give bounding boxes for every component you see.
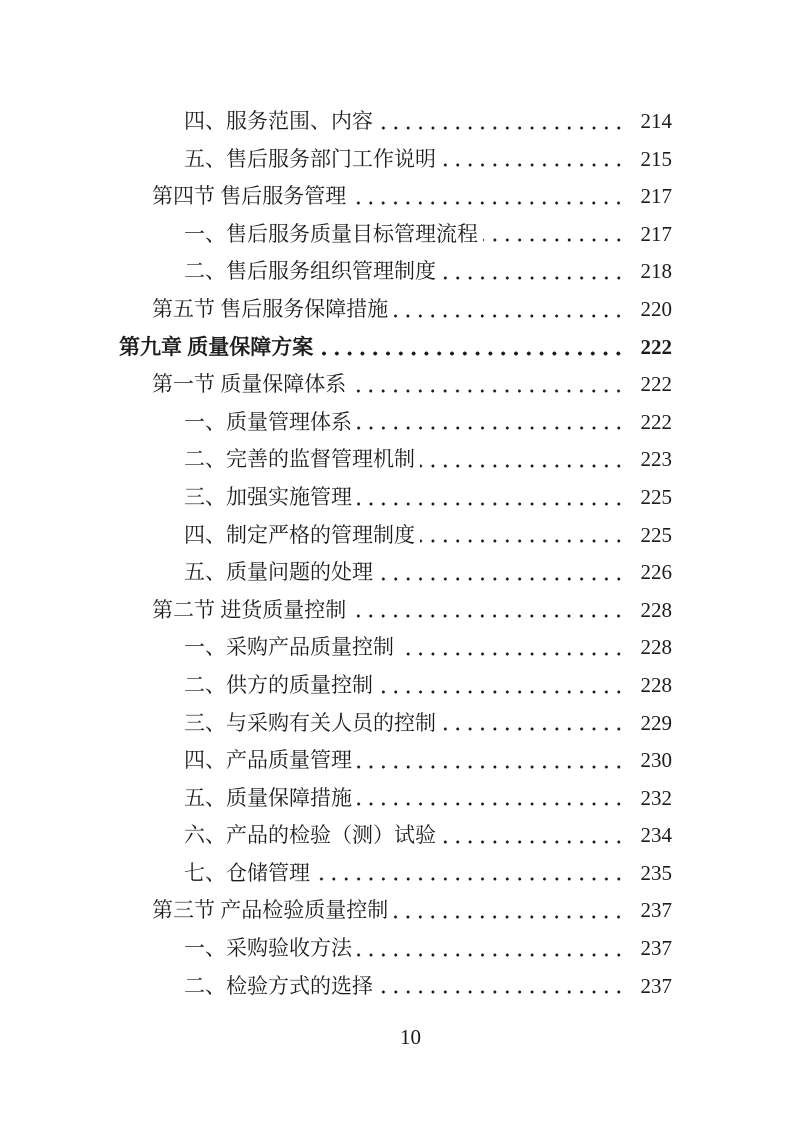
toc-entry-label: 第九章 质量保障方案 — [119, 334, 314, 359]
toc-entry-label: 第五节 售后服务保障措施 — [152, 296, 389, 321]
toc-entry — [0, 968, 793, 1006]
toc-entry-label: 四、服务范围、内容 — [184, 109, 373, 133]
toc-entry-label: 第二节 进货质量控制 — [152, 597, 347, 622]
toc-entry-label: 一、售后服务质量目标管理流程 — [184, 221, 478, 246]
toc-entry-page: 228 — [640, 597, 672, 622]
toc-entry-page: 222 — [640, 372, 672, 397]
toc-entry — [0, 366, 793, 404]
dot-leader — [351, 366, 627, 404]
toc-entry-page: 222 — [640, 334, 672, 359]
dot-leader — [378, 968, 627, 1006]
dot-leader — [441, 253, 627, 291]
dot-leader — [378, 103, 627, 141]
toc-entry — [0, 554, 793, 592]
toc-entry-label: 第四节 售后服务管理 — [152, 184, 347, 209]
dot-leader — [378, 554, 627, 592]
toc-entry-label: 六、产品的检验（测）试验 — [184, 823, 436, 848]
toc-entry-label: 五、质量保障措施 — [184, 785, 352, 810]
dot-leader — [318, 329, 627, 367]
dot-leader — [420, 517, 627, 555]
toc-entry-label: 二、售后服务组织管理制度 — [184, 259, 436, 284]
toc-entry-page: 223 — [640, 447, 672, 472]
dot-leader — [357, 404, 627, 442]
toc-entry-page: 228 — [640, 672, 672, 697]
toc-entry-label: 五、售后服务部门工作说明 — [184, 146, 436, 171]
toc-entry-page: 218 — [640, 259, 672, 284]
toc-entry-label: 三、与采购有关人员的控制 — [184, 710, 436, 735]
toc-entry — [0, 141, 793, 179]
toc-entry-label: 四、制定严格的管理制度 — [184, 522, 415, 547]
toc-entry-page: 237 — [640, 973, 672, 998]
toc-entry-label: 二、检验方式的选择 — [184, 973, 373, 998]
toc-entry-page: 228 — [640, 635, 672, 660]
dot-leader — [441, 705, 627, 743]
toc-entry — [0, 216, 793, 254]
toc-entry-page: 234 — [640, 823, 672, 848]
toc-entry — [0, 103, 793, 141]
toc-entry — [0, 780, 793, 818]
toc-entry — [0, 592, 793, 630]
toc-entry-label: 五、质量问题的处理 — [184, 560, 373, 585]
dot-leader — [420, 441, 627, 479]
toc-entry — [0, 629, 793, 667]
dot-leader — [351, 178, 627, 216]
toc-entry — [0, 329, 793, 367]
toc-entry-label: 二、供方的质量控制 — [184, 672, 373, 697]
toc-entry-page: 220 — [640, 296, 672, 321]
toc-entry-page: 217 — [640, 221, 672, 246]
dot-leader — [378, 667, 627, 705]
toc-entry-label: 七、仓储管理 — [184, 860, 310, 885]
toc-entry — [0, 667, 793, 705]
toc-entry — [0, 817, 793, 855]
dot-leader — [357, 930, 627, 968]
toc-entry — [0, 517, 793, 555]
page-number: 10 — [400, 1025, 421, 1049]
page-footer — [0, 1022, 793, 1052]
toc-entry — [0, 404, 793, 442]
toc-entry — [0, 479, 793, 517]
toc-entry-page: 229 — [640, 710, 672, 735]
toc-entry — [0, 705, 793, 743]
toc-entry-page: 217 — [640, 184, 672, 209]
dot-leader — [483, 216, 627, 254]
dot-leader — [315, 855, 627, 893]
toc-entry-label: 四、产品质量管理 — [184, 748, 352, 773]
toc-entry-page: 222 — [640, 409, 672, 434]
dot-leader — [357, 780, 627, 818]
toc-entry-label: 一、质量管理体系 — [184, 409, 352, 434]
toc-entry — [0, 178, 793, 216]
toc-entry-page: 226 — [640, 560, 672, 585]
dot-leader — [399, 629, 627, 667]
dot-leader — [357, 742, 627, 780]
toc-entry-label: 三、加强实施管理 — [184, 484, 352, 509]
toc-entry — [0, 742, 793, 780]
toc-entry — [0, 253, 793, 291]
toc-entry-page: 237 — [640, 936, 672, 961]
dot-leader — [357, 479, 627, 517]
toc-entry — [0, 930, 793, 968]
table-of-contents — [0, 103, 793, 1005]
dot-leader — [393, 892, 627, 930]
toc-entry-page: 232 — [640, 785, 672, 810]
toc-entry — [0, 892, 793, 930]
toc-entry-label: 一、采购验收方法 — [184, 936, 352, 961]
toc-entry — [0, 855, 793, 893]
toc-entry-page: 214 — [640, 109, 672, 133]
toc-entry-label: 一、采购产品质量控制 — [184, 635, 394, 660]
toc-entry-label: 二、完善的监督管理机制 — [184, 447, 415, 472]
toc-entry-page: 225 — [640, 484, 672, 509]
toc-entry-page: 237 — [640, 898, 672, 923]
dot-leader — [393, 291, 627, 329]
toc-entry-page: 215 — [640, 146, 672, 171]
toc-entry-page: 235 — [640, 860, 672, 885]
dot-leader — [351, 592, 627, 630]
toc-entry — [0, 441, 793, 479]
dot-leader — [441, 817, 627, 855]
toc-entry-page: 230 — [640, 748, 672, 773]
toc-entry-page: 225 — [640, 522, 672, 547]
toc-entry-label: 第一节 质量保障体系 — [152, 372, 347, 397]
dot-leader — [441, 141, 627, 179]
toc-entry — [0, 291, 793, 329]
toc-entry-label: 第三节 产品检验质量控制 — [152, 898, 389, 923]
